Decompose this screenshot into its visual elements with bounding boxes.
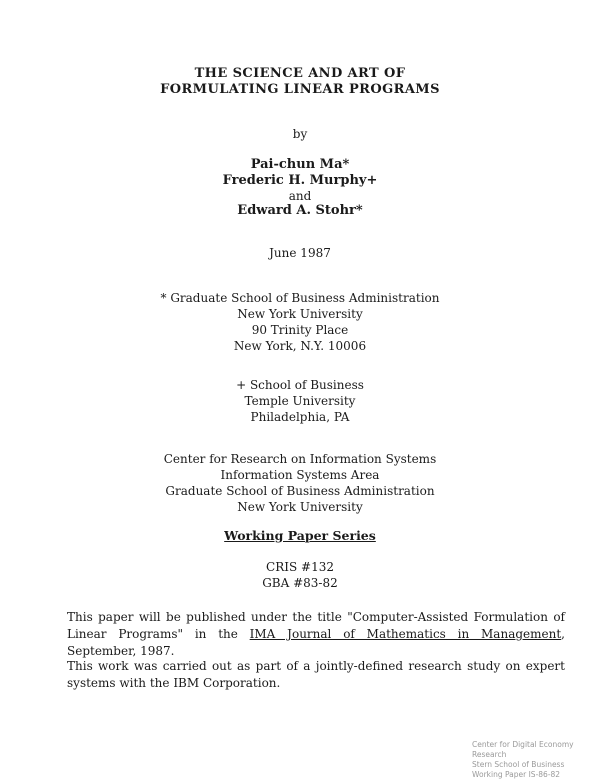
- series-heading: [0, 527, 600, 544]
- affiliation-nyu-line-1: * Graduate School of Business Administration: [160, 291, 440, 305]
- affiliation-cris-line-3: Graduate School of Business Administration: [165, 484, 435, 498]
- author-list: [0, 157, 600, 219]
- cris-number: CRIS #132: [266, 560, 334, 574]
- series-label: Working Paper Series: [224, 528, 376, 543]
- journal-name: IMA Journal of Mathematics in Management: [249, 627, 562, 641]
- archive-stamp-line-3: Working Paper IS-86-82: [472, 770, 561, 779]
- title-line-2: FORMULATING LINEAR PROGRAMS: [160, 82, 440, 97]
- affiliation-temple: [0, 377, 600, 425]
- publication-note: [67, 609, 565, 660]
- paper-numbers: [0, 559, 600, 591]
- archive-stamp: [472, 740, 594, 780]
- author-murphy: Frederic H. Murphy+: [222, 173, 378, 188]
- author-stohr: Edward A. Stohr*: [237, 203, 363, 218]
- affiliation-nyu: [0, 290, 600, 354]
- affiliation-cris-line-1: Center for Research on Information Systems: [163, 452, 437, 466]
- affiliation-nyu-line-2: New York University: [237, 307, 363, 321]
- publication-note-after: , September, 1987.: [67, 627, 565, 658]
- affiliation-temple-line-3: Philadelphia, PA: [250, 410, 350, 424]
- affiliation-temple-line-1: + School of Business: [236, 378, 364, 392]
- title-line-1: THE SCIENCE AND ART OF: [194, 66, 406, 81]
- affiliation-cris-line-2: Information Systems Area: [220, 468, 380, 482]
- archive-stamp-line-1: Center for Digital Economy Research: [472, 740, 574, 759]
- affiliation-cris-line-4: New York University: [237, 500, 363, 514]
- document-title: [0, 66, 600, 98]
- acknowledgement-note: This work was carried out as part of a jointly-defined research study on expert systems with the IBM Corporation.: [67, 659, 565, 690]
- author-ma: Pai-chun Ma*: [250, 157, 350, 172]
- affiliation-temple-line-2: Temple University: [244, 394, 356, 408]
- archive-stamp-line-2: Stern School of Business: [472, 760, 565, 769]
- publication-date: June 1987: [269, 246, 331, 260]
- and-label: and: [288, 189, 312, 203]
- affiliation-nyu-line-4: New York, N.Y. 10006: [233, 339, 367, 353]
- gba-number: GBA #83-82: [262, 576, 338, 590]
- by-label: by: [292, 127, 308, 141]
- affiliation-nyu-line-3: 90 Trinity Place: [251, 323, 349, 337]
- affiliation-cris: [0, 451, 600, 515]
- publication-note-before: This paper will be published under the title "Computer-Assisted Formulation of Linear Programs" in the: [67, 610, 565, 641]
